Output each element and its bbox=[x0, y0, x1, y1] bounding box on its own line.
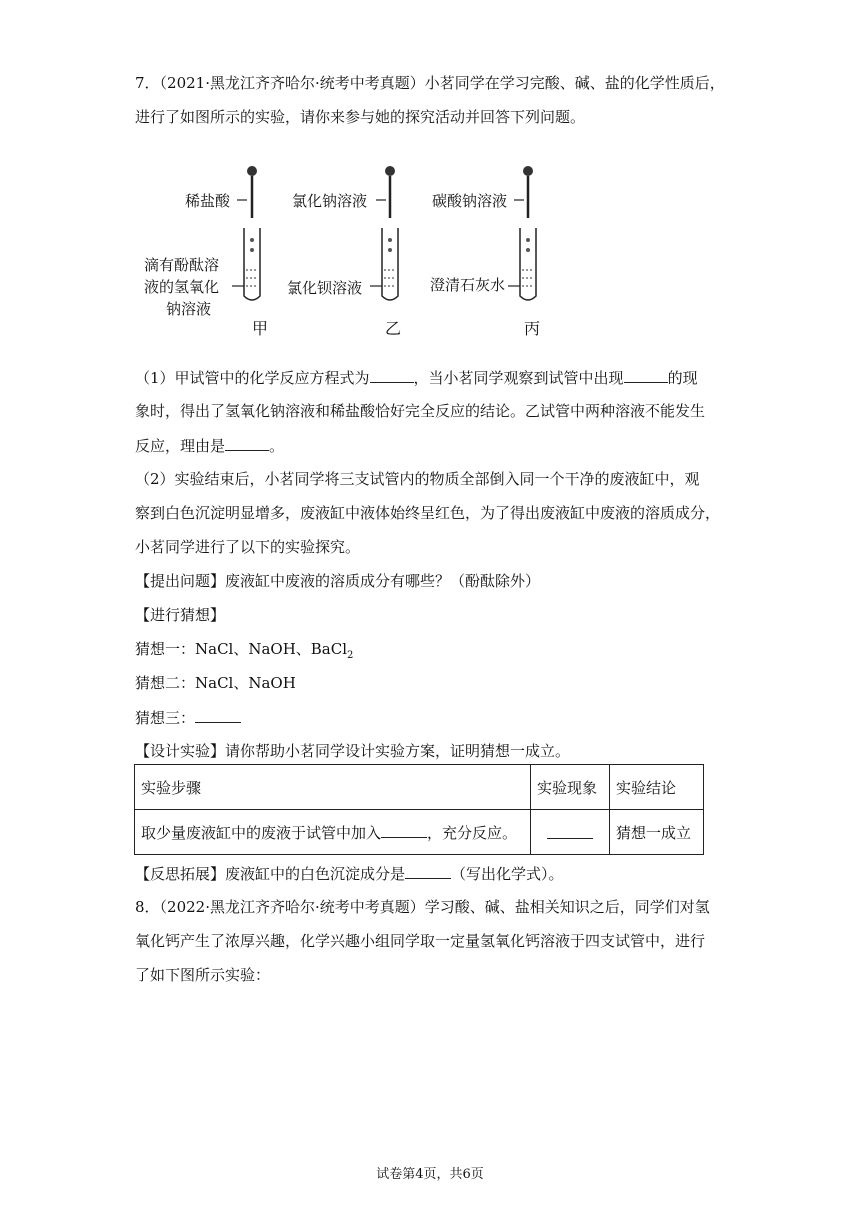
text-segment: 猜想三： bbox=[135, 709, 196, 727]
table-header: 实验结论 bbox=[610, 765, 704, 810]
table-header: 实验步骤 bbox=[135, 765, 531, 810]
tube-bing-group bbox=[430, 166, 540, 338]
tube-label-jia-1: 滴有酚酞溶 bbox=[144, 256, 220, 274]
text-segment: 猜想一：NaCl、NaOH、BaCl bbox=[135, 640, 348, 658]
dropper-label-yi: 氯化钠溶液 bbox=[292, 192, 368, 210]
design-line bbox=[135, 740, 735, 762]
tube-label-jia-3: 钠溶液 bbox=[166, 300, 212, 318]
dropper-label-jia: 稀盐酸 bbox=[185, 192, 231, 210]
table-header-row bbox=[135, 765, 704, 810]
q8-title-line2: 氧化钙产生了浓厚兴趣，化学兴趣小组同学取一定量氢氧化钙溶液于四支试管中，进行 bbox=[135, 932, 706, 950]
experiment-table bbox=[134, 764, 704, 855]
answer-blank[interactable] bbox=[370, 366, 414, 383]
tube-label-yi: 氯化钡溶液 bbox=[287, 279, 363, 297]
ask-question-line bbox=[135, 570, 735, 592]
q7-part1-line1 bbox=[135, 366, 735, 389]
q7-title-line1: 7．（2021·黑龙江齐齐哈尔·统考中考真题）小茗同学在学习完酸、碱、盐的化学性质后， bbox=[135, 74, 725, 92]
q7-part2-line1: （2）实验结束后，小茗同学将三支试管内的物质全部倒入同一个干净的废液缸中，观 bbox=[135, 470, 700, 488]
experiment-figure bbox=[140, 158, 550, 348]
text-segment: （写出化学式）。 bbox=[451, 865, 564, 883]
tube-label-bing: 澄清石灰水 bbox=[430, 276, 506, 294]
text-segment: 废液缸中的白色沉淀成分是 bbox=[225, 865, 406, 883]
q7-title-line2: 进行了如图所示的实验，请你来参与她的探究活动并回答下列问题。 bbox=[135, 108, 586, 126]
dropper-label-bing: 碳酸钠溶液 bbox=[432, 192, 508, 210]
answer-blank[interactable] bbox=[381, 821, 427, 838]
text-segment: （1）甲试管中的化学反应方程式为 bbox=[135, 369, 370, 387]
answer-blank[interactable] bbox=[624, 366, 668, 383]
text-segment: ，充分反应。 bbox=[427, 824, 518, 842]
answer-blank[interactable] bbox=[547, 822, 593, 839]
q8-title-line3: 了如下图所示实验： bbox=[135, 966, 271, 984]
table-cell-conclusion: 猜想一成立 bbox=[610, 810, 704, 855]
answer-blank[interactable] bbox=[225, 434, 269, 451]
section-tag: 【设计实验】 bbox=[135, 742, 226, 760]
subscript: 2 bbox=[347, 650, 354, 661]
page-footer: 试卷第4页，共6页 bbox=[376, 1167, 484, 1182]
caption-yi: 乙 bbox=[385, 319, 402, 338]
dropper-bulb-yi bbox=[385, 166, 395, 176]
guess-1 bbox=[135, 638, 735, 667]
q7-part1-line3 bbox=[135, 434, 735, 457]
q8-title-line1: 8．（2022·黑龙江齐齐哈尔·统考中考真题）学习酸、碱、盐相关知识之后，同学们对氢 bbox=[135, 898, 710, 916]
text-segment: 。 bbox=[269, 437, 285, 455]
answer-blank[interactable] bbox=[405, 862, 451, 879]
q7-part2-line3: 小茗同学进行了以下的实验探究。 bbox=[135, 538, 361, 556]
caption-jia: 甲 bbox=[252, 319, 269, 338]
table-row bbox=[135, 810, 704, 855]
text-segment: ，当小茗同学观察到试管中出现 bbox=[413, 369, 624, 387]
table-cell-phenomenon bbox=[531, 810, 610, 855]
tube-yi-group bbox=[287, 166, 401, 338]
tube-jia-group bbox=[144, 166, 268, 338]
guess-2: 猜想二：NaCl、NaOH bbox=[135, 674, 296, 692]
section-tag: 【提出问题】 bbox=[135, 572, 226, 590]
text-segment: 的现 bbox=[667, 369, 698, 387]
text-segment: 废液缸中废液的溶质成分有哪些？（酚酞除外） bbox=[225, 572, 541, 590]
table-cell-step bbox=[135, 810, 531, 855]
tube-label-jia-2: 液的氢氧化 bbox=[144, 278, 220, 296]
answer-blank[interactable] bbox=[195, 706, 241, 723]
text-segment: 反应，理由是 bbox=[135, 437, 226, 455]
guess-3 bbox=[135, 706, 735, 729]
text-segment: 请你帮助小茗同学设计实验方案，证明猜想一成立。 bbox=[225, 742, 571, 760]
dropper-bulb-jia bbox=[247, 166, 257, 176]
q7-part1-line2: 象时，得出了氢氧化钠溶液和稀盐酸恰好完全反应的结论。乙试管中两种溶液不能发生 bbox=[135, 402, 706, 420]
caption-bing: 丙 bbox=[524, 319, 541, 338]
reflect-line bbox=[135, 862, 735, 885]
section-tag: 【反思拓展】 bbox=[135, 865, 226, 883]
table-header: 实验现象 bbox=[531, 765, 610, 810]
dropper-bulb-bing bbox=[523, 166, 533, 176]
guess-heading: 【进行猜想】 bbox=[135, 606, 226, 624]
q7-part2-line2: 察到白色沉淀明显增多，废液缸中液体始终呈红色，为了得出废液缸中废液的溶质成分， bbox=[135, 504, 721, 522]
text-segment: 取少量废液缸中的废液于试管中加入 bbox=[141, 824, 382, 842]
